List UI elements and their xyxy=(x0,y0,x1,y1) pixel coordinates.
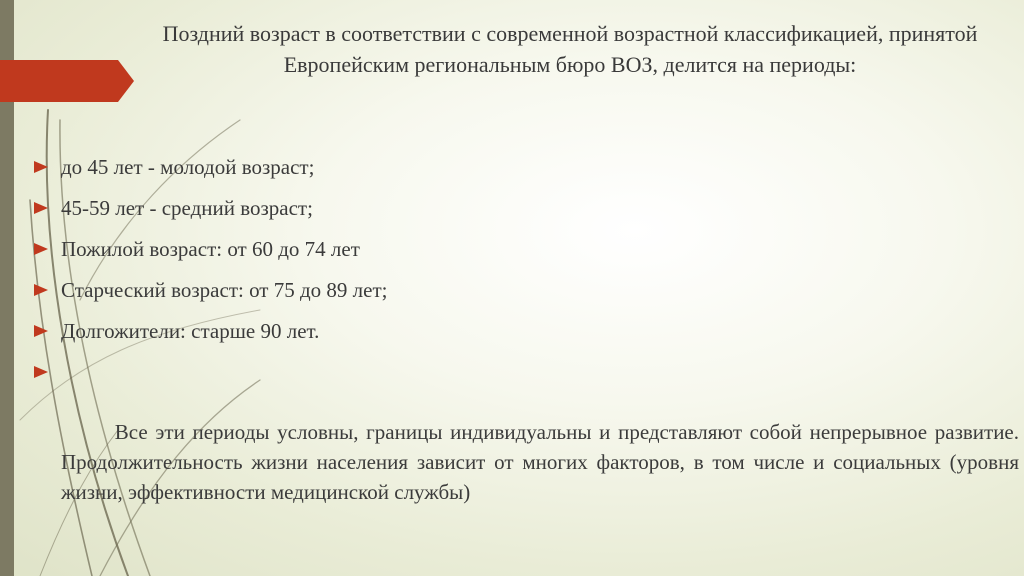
list-item-text: Старческий возраст: от 75 до 89 лет; xyxy=(61,278,388,302)
bullet-arrow-icon xyxy=(34,325,48,337)
paragraph-text: Все эти периоды условны, границы индивидуальны и представляют собой непрерывное развитие. Продолжительность жизни населения зависит от многих факторов, в том числе и социальных (уровня жизни, эффективности медицинской службы) xyxy=(61,420,1024,504)
list-item-text: Пожилой возраст: от 60 до 74 лет xyxy=(61,237,360,261)
list-item-text: Долгожители: старше 90 лет. xyxy=(61,319,320,343)
list-item-text: 45-59 лет - средний возраст; xyxy=(61,196,313,220)
list-item xyxy=(34,275,1019,305)
bullet-arrow-icon xyxy=(34,284,48,296)
accent-arrow-tab xyxy=(0,60,134,102)
bullet-arrow-icon xyxy=(34,202,48,214)
slide-title: Поздний возраст в соответствии с современной возрастной классификацией, принятой Европейским региональным бюро ВОЗ, делится на периоды: xyxy=(162,21,978,77)
list-item xyxy=(34,152,1019,182)
list-item-paragraph xyxy=(34,357,1024,537)
list-item xyxy=(34,234,1019,264)
bullet-list xyxy=(34,152,1024,548)
bullet-arrow-icon xyxy=(34,243,48,255)
list-item xyxy=(34,193,1019,223)
list-item xyxy=(34,316,1019,346)
list-item-text: до 45 лет - молодой возраст; xyxy=(61,155,315,179)
bullet-arrow-icon xyxy=(34,161,48,173)
bullet-arrow-icon xyxy=(34,366,48,378)
